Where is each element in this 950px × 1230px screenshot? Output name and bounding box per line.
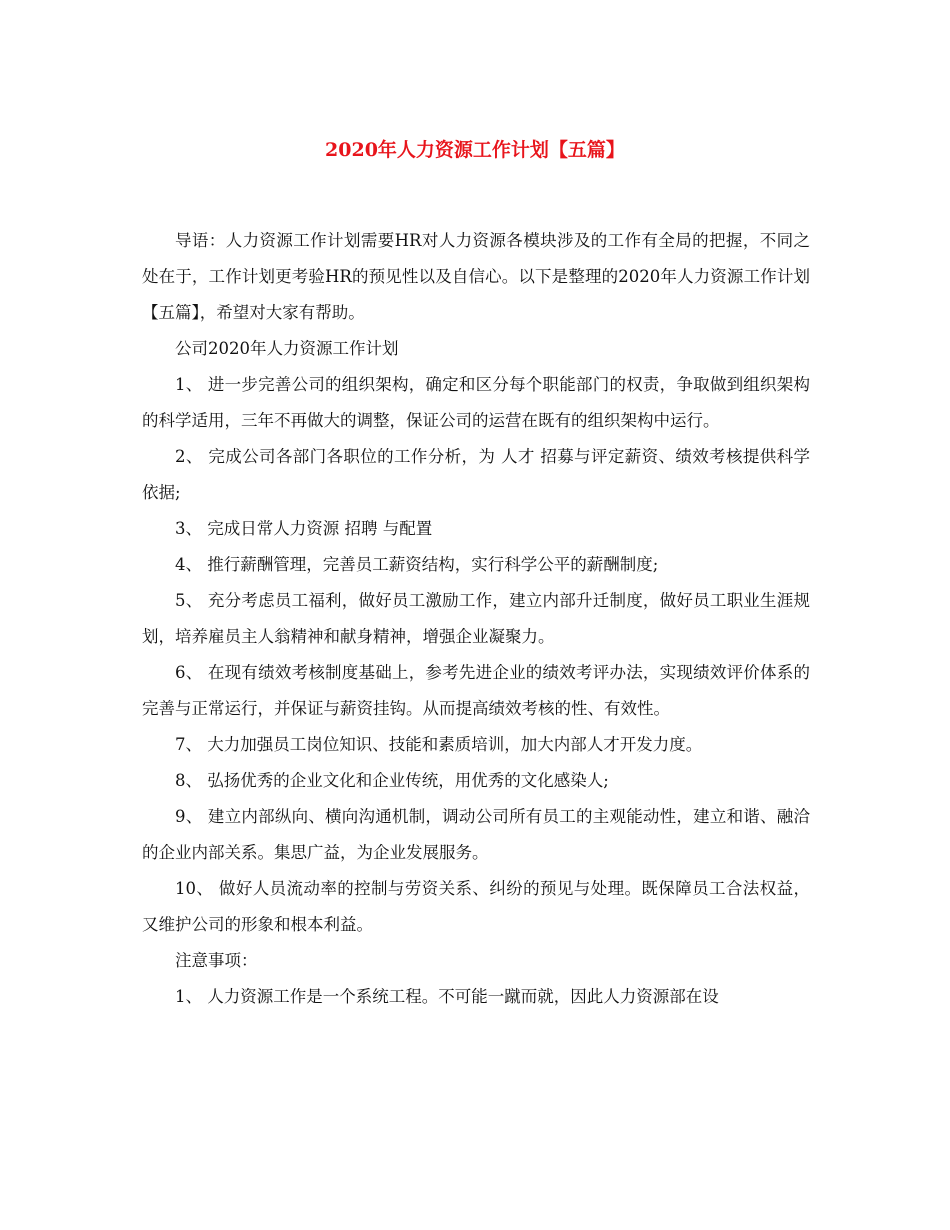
notes-heading: 注意事项：	[175, 951, 258, 970]
document-body	[142, 223, 810, 1015]
plan-item-2: 2、 完成公司各部门各职位的工作分析，为 人才 招募与评定薪资、绩效考核提供科学依据;	[142, 447, 810, 502]
plan-item-1: 1、 进一步完善公司的组织架构，确定和区分每个职能部门的权责，争取做到组织架构的科学适用，三年不再做大的调整，保证公司的运营在既有的组织架构中运行。	[142, 375, 810, 430]
plan-item-10: 10、 做好人员流动率的控制与劳资关系、纠纷的预见与处理。既保障员工合法权益，又维护公司的形象和根本利益。	[142, 879, 810, 934]
plan-item-8: 8、 弘扬优秀的企业文化和企业传统，用优秀的文化感染人;	[175, 771, 609, 790]
plan-item-3: 3、 完成日常人力资源 招聘 与配置	[175, 519, 433, 538]
plan-item-6: 6、 在现有绩效考核制度基础上，参考先进企业的绩效考评办法，实现绩效评价体系的完善与正常运行，并保证与薪资挂钩。从而提高绩效考核的性、有效性。	[142, 663, 810, 718]
plan-item-7: 7、 大力加强员工岗位知识、技能和素质培训，加大内部人才开发力度。	[175, 735, 703, 754]
plan-item-4: 4、 推行薪酬管理，完善员工薪资结构，实行科学公平的薪酬制度;	[175, 555, 659, 574]
plan-item-5: 5、 充分考虑员工福利，做好员工激励工作，建立内部升迁制度，做好员工职业生涯规划，培养雇员主人翁精神和献身精神，增强企业凝聚力。	[142, 591, 810, 646]
note-item-1: 1、 人力资源工作是一个系统工程。不可能一蹴而就，因此人力资源部在设	[175, 987, 719, 1006]
document-title: 2020年人力资源工作计划【五篇】	[325, 139, 625, 161]
section-heading: 公司2020年人力资源工作计划	[175, 339, 399, 358]
intro-paragraph: 导语：人力资源工作计划需要HR对人力资源各模块涉及的工作有全局的把握，不同之处在于，工作计划更考验HR的预见性以及自信心。以下是整理的2020年人力资源工作计划【五篇】，希望对大家有帮助。	[142, 231, 810, 322]
plan-item-9: 9、 建立内部纵向、横向沟通机制，调动公司所有员工的主观能动性，建立和谐、融洽的企业内部关系。集思广益，为企业发展服务。	[142, 807, 810, 862]
